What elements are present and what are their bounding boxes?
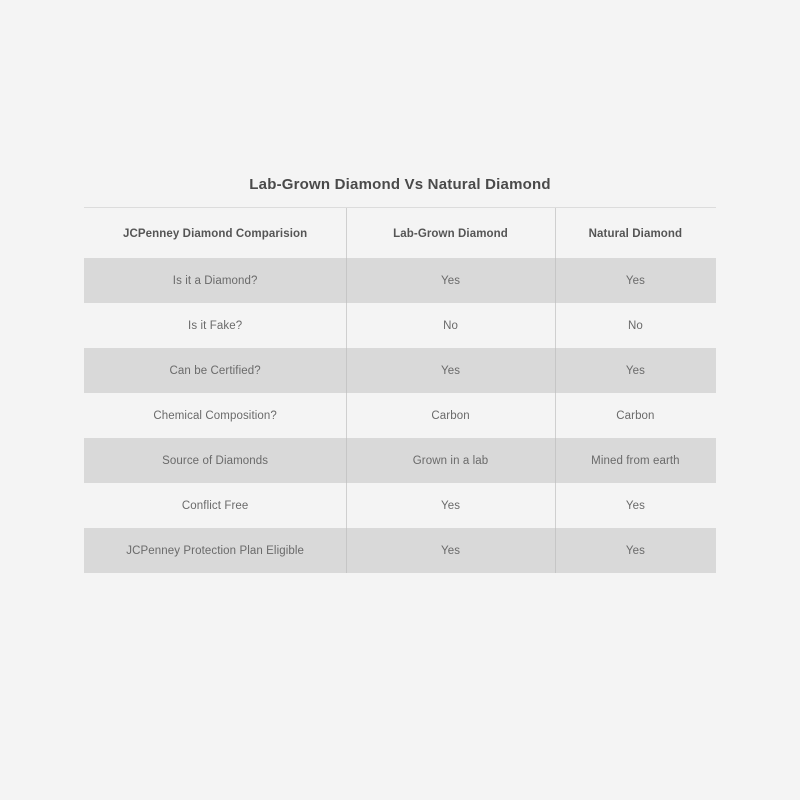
table-body [84, 258, 716, 573]
row-value-lab-grown [346, 348, 555, 393]
row-value-natural [555, 528, 716, 573]
column-divider [346, 208, 347, 258]
table-header-row [84, 208, 716, 258]
row-value-lab-grown [346, 258, 555, 303]
row-value-natural-text: Yes [625, 365, 645, 377]
row-value-lab-grown [346, 438, 555, 483]
column-divider [555, 348, 556, 393]
row-value-natural-text: Yes [625, 545, 645, 557]
row-value-lab-grown [346, 483, 555, 528]
column-divider [346, 348, 347, 393]
table-row [84, 438, 716, 483]
table-row [84, 303, 716, 348]
row-label: Is it Fake? [188, 320, 243, 332]
column-divider [555, 438, 556, 483]
row-label: Is it a Diamond? [84, 258, 346, 303]
column-divider [346, 438, 347, 483]
table-row [84, 348, 716, 393]
row-value-natural-text: Carbon [616, 410, 655, 422]
row-value-lab-grown [346, 528, 555, 573]
column-header-natural [555, 208, 716, 258]
column-header-category: JCPenney Diamond Comparision [122, 228, 308, 240]
row-value-lab-grown-text: Yes [441, 545, 461, 557]
column-divider [555, 258, 556, 303]
column-divider [346, 483, 347, 528]
row-label: Can be Certified? [84, 348, 346, 393]
row-value-natural-text: Yes [625, 275, 645, 287]
row-value-lab-grown-text: Carbon [431, 410, 470, 422]
row-value-natural [555, 483, 716, 528]
row-label: Source of Diamonds [84, 438, 346, 483]
row-label: JCPenney Protection Plan Eligible [84, 528, 346, 573]
row-value-natural [555, 393, 716, 438]
table-row [84, 258, 716, 303]
table-row [84, 528, 716, 573]
column-divider [346, 393, 347, 438]
row-value-natural [555, 438, 716, 483]
row-value-natural [555, 348, 716, 393]
column-divider [346, 258, 347, 303]
row-value-natural [555, 258, 716, 303]
row-value-lab-grown-text: Yes [441, 275, 461, 287]
column-divider [555, 528, 556, 573]
column-divider [555, 208, 556, 258]
row-value-lab-grown-text: Yes [441, 500, 461, 512]
row-value-lab-grown-text: Grown in a lab [412, 455, 489, 467]
table-row [84, 483, 716, 528]
diamond-comparison-block [84, 176, 716, 573]
table-header [84, 208, 716, 258]
row-value-natural-text: Yes [625, 500, 645, 512]
table-row [84, 393, 716, 438]
row-value-lab-grown-text: Yes [441, 365, 461, 377]
row-value-natural-text: No [627, 320, 643, 332]
row-label: Chemical Composition? [153, 410, 277, 422]
row-value-lab-grown [346, 393, 555, 438]
column-divider [346, 528, 347, 573]
row-value-lab-grown [346, 303, 555, 348]
column-divider [555, 303, 556, 348]
row-value-natural [555, 303, 716, 348]
page-title: Lab-Grown Diamond Vs Natural Diamond [84, 176, 716, 208]
comparison-table [84, 208, 716, 573]
column-divider [346, 303, 347, 348]
column-header-lab-grown [346, 208, 555, 258]
row-label: Conflict Free [181, 500, 249, 512]
row-value-lab-grown-text: No [443, 320, 458, 332]
column-divider [555, 483, 556, 528]
column-header-natural-label: Natural Diamond [588, 228, 683, 240]
row-value-natural-text: Mined from earth [591, 455, 680, 467]
column-divider [555, 393, 556, 438]
column-header-lab-grown-label: Lab-Grown Diamond [393, 228, 508, 240]
